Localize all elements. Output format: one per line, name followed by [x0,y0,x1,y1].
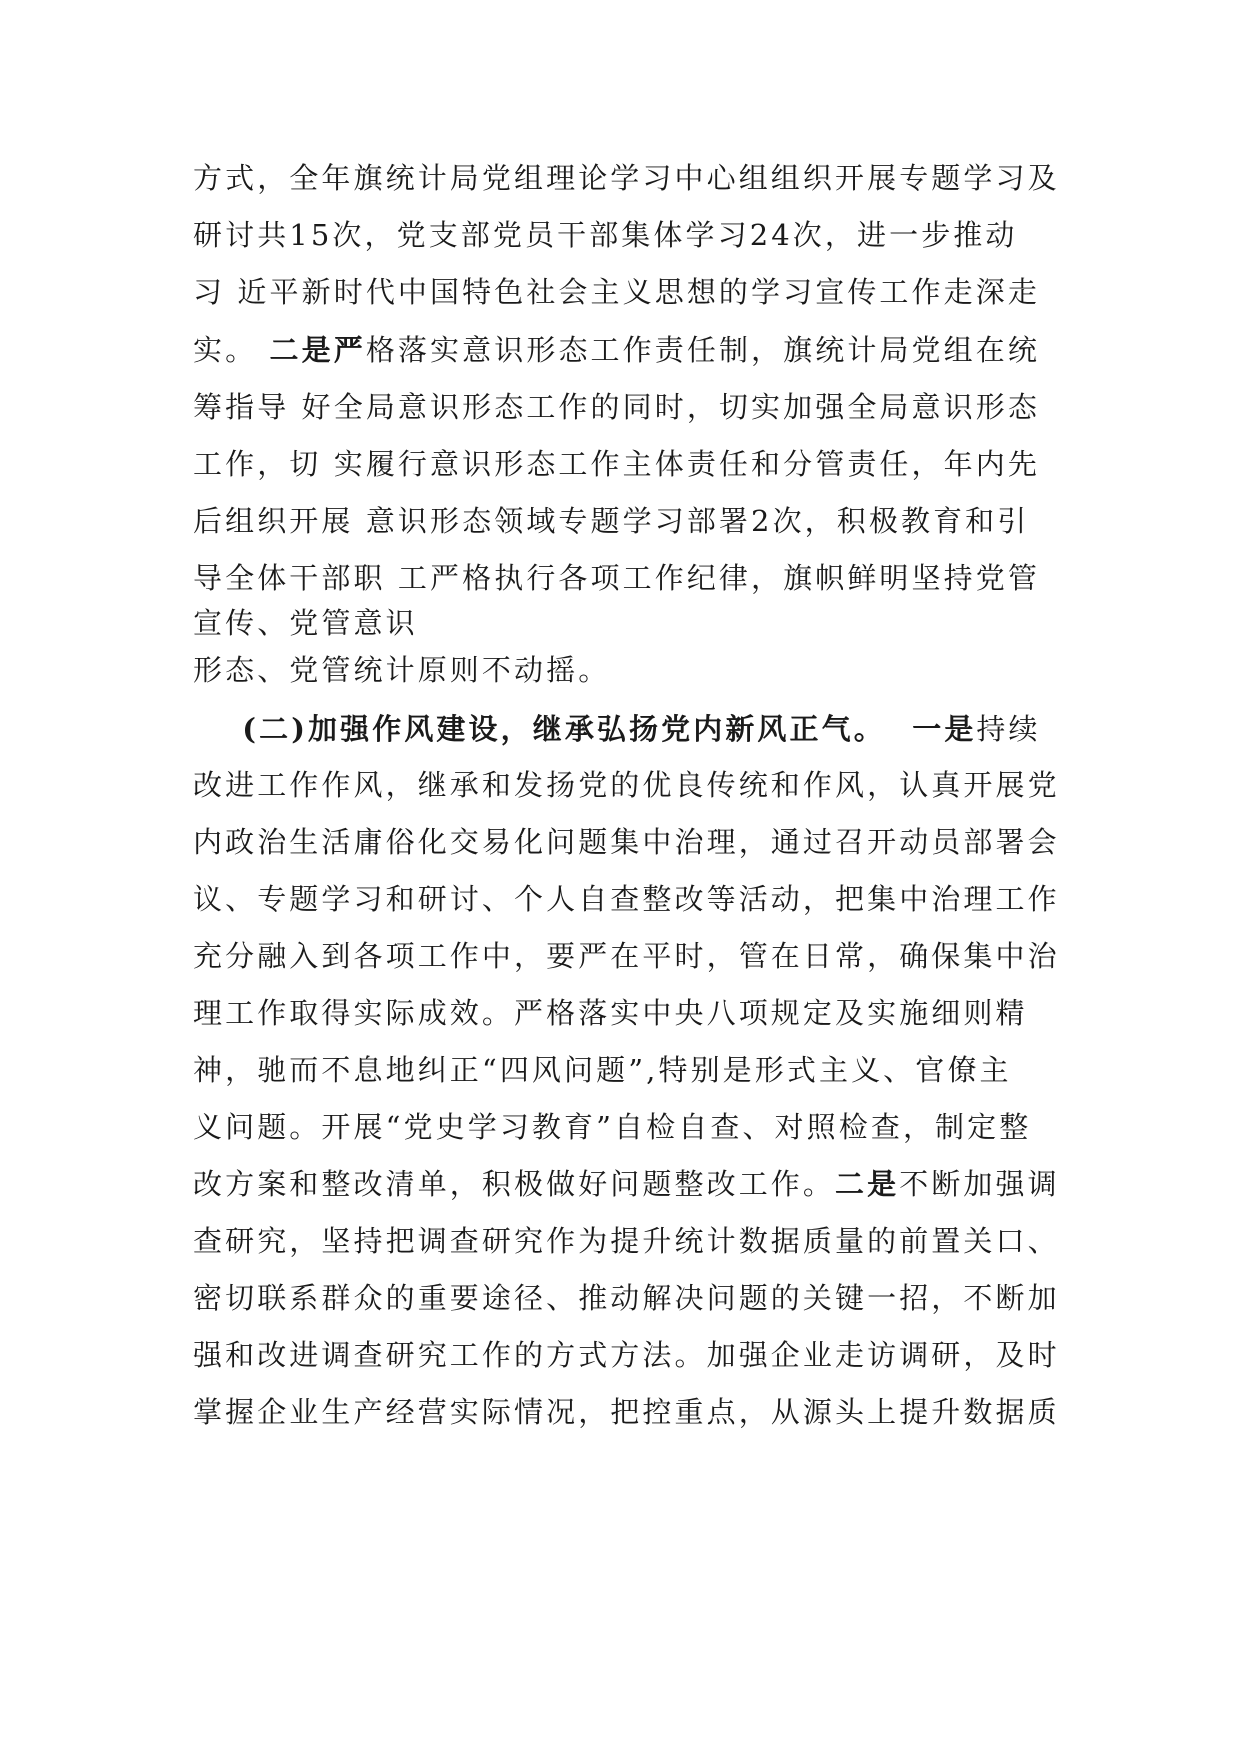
text-line [193,387,1040,427]
text-segment: 议、专题学习和研讨、个人自查整改等活动，把集中治理工作 [193,882,1060,916]
text-segment: 实。 [193,333,270,367]
text-segment: 义问题。开展“党史学习教育”自检自查、对照检查，制定整 [193,1110,1032,1144]
text-segment: 研讨共15次，党支部党员干部集体学习24次，进一步推动 [193,218,1018,252]
text-segment: 筹指导 好全局意识形态工作的同时，切实加强全局意识形态 [193,390,1040,424]
text-segment: 格落实意识形态工作责任制，旗统计局党组在统 [365,333,1040,367]
bold-text-segment: 二是 [835,1167,900,1201]
text-line [193,1164,1060,1204]
text-segment: 习 近平新时代中国特色社会主义思想的学习宣传工作走深走 [193,275,1040,309]
text-line [193,1392,1060,1432]
text-segment: 掌握企业生产经营实际情况，把控重点，从源头上提升数据质 [193,1395,1060,1429]
text-segment: 改进工作作风，继承和发扬党的优良传统和作风，认真开展党 [193,768,1060,802]
text-segment: 后组织开展 意识形态领域专题学习部署2次，积极教育和引 [193,504,1030,538]
text-line [193,709,1041,749]
text-segment: 形态、党管统计原则不动摇。 [193,653,611,687]
text-segment: 方式，全年旗统计局党组理论学习中心组组织开展专题学习及 [193,161,1060,195]
text-segment: 查研究，坚持把调查研究作为提升统计数据质量的前置关口、 [193,1224,1060,1258]
text-line [193,650,610,690]
text-segment: 神，驰而不息地纠正“四风问题”,特别是形式主义、官僚主 [193,1053,1012,1087]
text-line [193,1221,1060,1261]
text-segment: 内政治生活庸俗化交易化问题集中治理，通过召开动员部署会 [193,825,1060,859]
text-line [193,215,1018,255]
text-segment: 强和改进调查研究工作的方式方法。加强企业走访调研，及时 [193,1338,1060,1372]
text-line [193,1050,1012,1090]
text-segment: 工作，切 实履行意识形态工作主体责任和分管责任，年内先 [193,447,1040,481]
text-segment: 持续 [976,712,1041,746]
text-line [193,879,1060,919]
text-line [193,603,418,643]
text-line [193,765,1060,805]
text-segment: 不断加强调 [899,1167,1060,1201]
text-segment: 宣传、党管意识 [193,606,418,640]
text-segment: 导全体干部职 工严格执行各项工作纪律，旗帜鲜明坚持党管 [193,561,1040,595]
text-line [193,158,1060,198]
bold-text-segment: 二是严 [269,333,366,367]
text-line [193,444,1040,484]
text-line [193,936,1060,976]
text-line [193,1335,1060,1375]
text-segment [193,712,242,746]
bold-text-segment: (二)加强作风建设，继承弘扬党内新风正气。 一是 [242,712,977,746]
text-line [193,272,1040,312]
text-line [193,1107,1031,1147]
text-line [193,330,1040,370]
text-line [193,822,1060,862]
text-segment: 密切联系群众的重要途径、推动解决问题的关键一招，不断加 [193,1281,1060,1315]
text-line [193,501,1029,541]
text-segment: 改方案和整改清单，积极做好问题整改工作。 [193,1167,836,1201]
text-line [193,1278,1060,1318]
text-segment: 理工作取得实际成效。严格落实中央八项规定及实施细则精 [193,996,1028,1030]
text-segment: 充分融入到各项工作中，要严在平时，管在日常，确保集中治 [193,939,1060,973]
text-line [193,993,1028,1033]
text-line [193,558,1040,598]
